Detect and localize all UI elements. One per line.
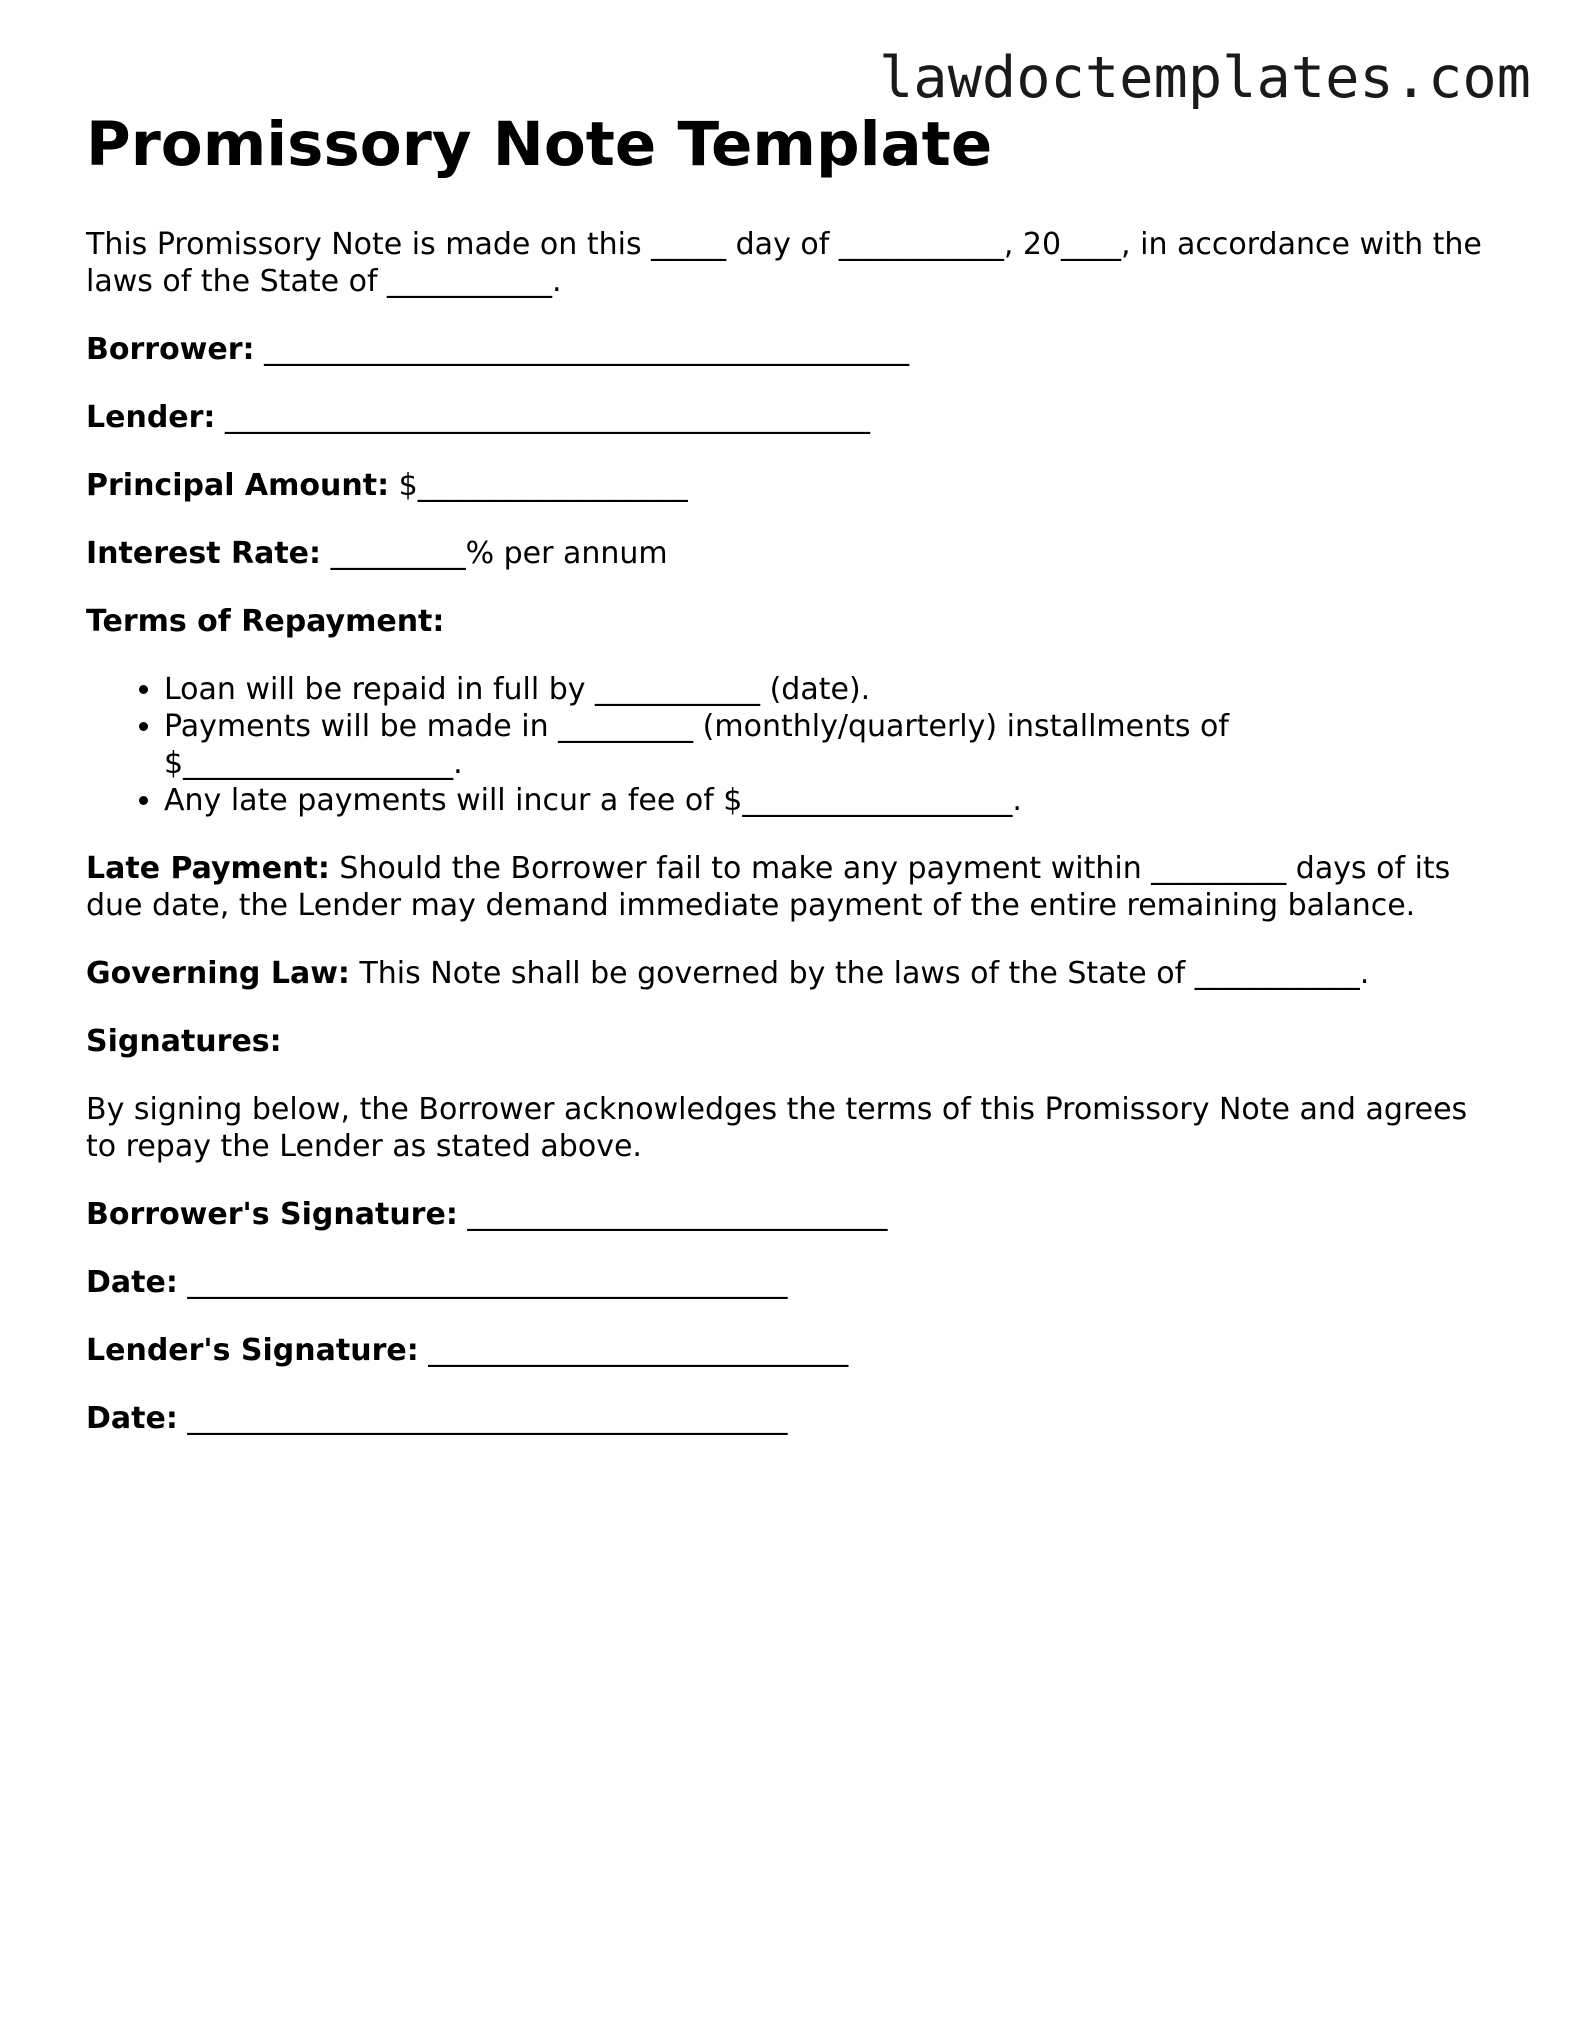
terms-heading: [86, 603, 1486, 640]
intro-paragraph: This Promissory Note is made on this _____ day of ___________, 20____, in accordance with the laws of the State of ___________.: [86, 227, 1482, 299]
borrower-signature-label: Borrower's Signature:: [86, 1197, 458, 1232]
lender-signature-field: [86, 1332, 1486, 1369]
signatures-heading: [86, 1023, 1486, 1060]
governing-law-text: This Note shall be governed by the laws of the State of ___________.: [349, 956, 1370, 991]
governing-law-paragraph: [86, 955, 1486, 992]
signatures-paragraph: By signing below, the Borrower acknowledges the terms of this Promissory Note and agrees to repay the Lender as stated above.: [86, 1092, 1468, 1164]
interest-label: Interest Rate:: [86, 536, 322, 571]
terms-item-full-repayment: • Loan will be repaid in full by ___________ (date).: [164, 671, 1364, 708]
late-payment-text: Should the Borrower fail to make any payment within _________ days of its due date, the Lender may demand immediate payment of the entire remaining balance.: [86, 851, 1451, 923]
borrower-date-blank: ________________________________________: [177, 1265, 788, 1300]
lender-signature-blank: ____________________________: [418, 1333, 849, 1368]
borrower-date-label: Date:: [86, 1265, 178, 1300]
lender-date-field: [86, 1400, 1486, 1437]
terms-list: [86, 671, 1364, 819]
borrower-signature-blank: ____________________________: [457, 1197, 888, 1232]
principal-blank: $__________________: [389, 468, 688, 503]
governing-law-label: Governing Law:: [86, 956, 350, 991]
borrower-date-field: [86, 1264, 1486, 1301]
page-title: Promissory Note Template: [86, 109, 993, 180]
document-body: [86, 226, 1486, 1468]
signatures-label: Signatures:: [86, 1024, 282, 1059]
terms-item-late-fee: • Any late payments will incur a fee of $__________________.: [164, 782, 1364, 819]
borrower-blank: ___________________________________________: [254, 332, 910, 367]
site-watermark: lawdoctemplates.com: [878, 45, 1531, 111]
borrower-label: Borrower:: [86, 332, 255, 367]
interest-blank: _________% per annum: [321, 536, 668, 571]
lender-label: Lender:: [86, 400, 216, 435]
borrower-field: [86, 331, 1486, 368]
late-payment-label: Late Payment:: [86, 851, 330, 886]
interest-field: [86, 535, 1486, 572]
lender-field: [86, 399, 1486, 436]
terms-label: Terms of Repayment:: [86, 604, 445, 639]
borrower-signature-field: [86, 1196, 1486, 1233]
principal-label: Principal Amount:: [86, 468, 390, 503]
lender-date-blank: ________________________________________: [177, 1401, 788, 1436]
lender-blank: ___________________________________________: [215, 400, 870, 435]
lender-signature-label: Lender's Signature:: [86, 1333, 419, 1368]
principal-field: [86, 467, 1486, 504]
terms-item-installments: • Payments will be made in _________ (monthly/quarterly) installments of $__________________.: [164, 708, 1364, 782]
late-payment-paragraph: [86, 850, 1486, 924]
lender-date-label: Date:: [86, 1401, 178, 1436]
